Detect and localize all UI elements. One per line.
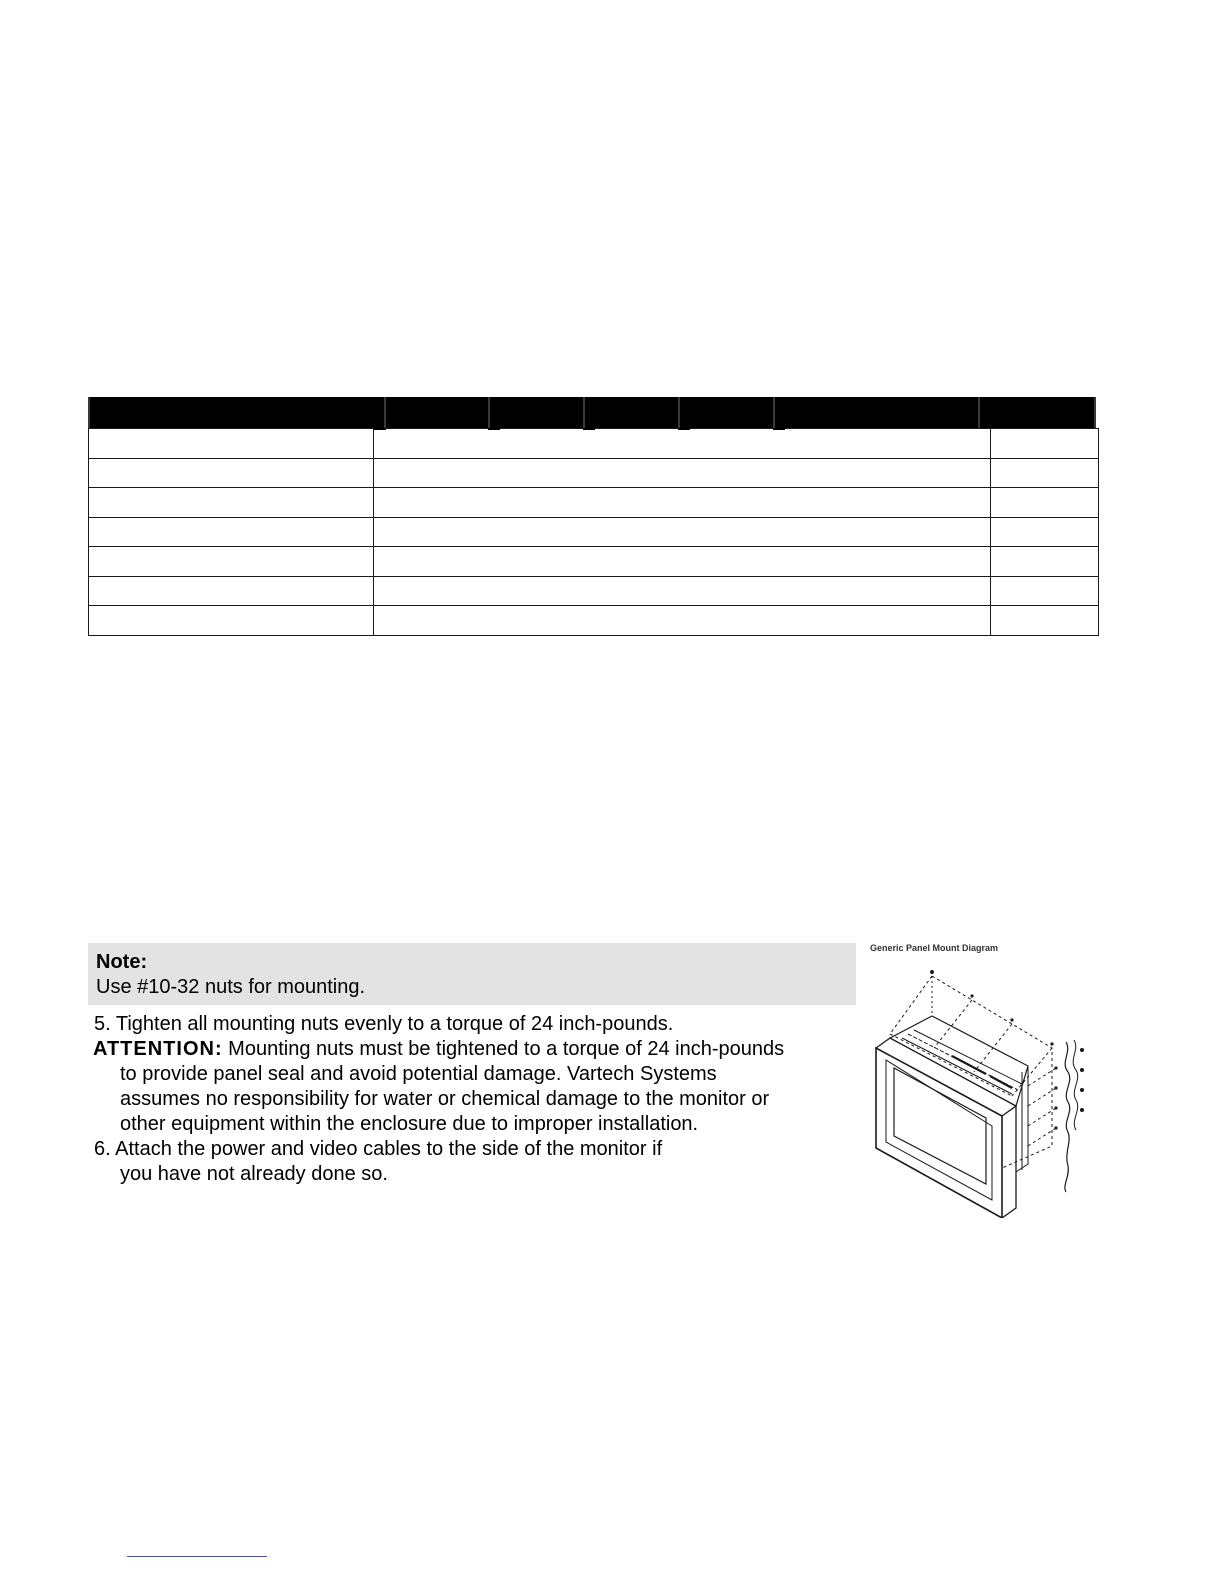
table-cell [374,576,991,606]
footer-link-underline[interactable] [127,1556,267,1557]
header-divider-foot [583,428,595,430]
spec-table [88,397,1098,636]
header-divider [88,397,90,428]
table-cell [89,576,374,606]
note-text: Use #10-32 nuts for mounting. [96,976,366,998]
table-cell [991,606,1099,636]
attention-text: other equipment within the enclosure due to improper installation. [120,1113,699,1135]
panel-mount-illustration [862,956,1102,1218]
header-divider-foot [773,428,785,430]
table-cell [374,488,991,518]
table-row [89,429,1099,459]
table-cell [89,429,374,459]
step-6: 6. Attach the power and video cables to the side of the monitor if [94,1138,663,1160]
attention-label: ATTENTION: [93,1038,223,1060]
header-divider-foot [678,428,690,430]
table-cell [991,488,1099,518]
step-5: 5. Tighten all mounting nuts evenly to a torque of 24 inch-pounds. [94,1013,674,1035]
table-row [89,547,1099,577]
header-divider [583,397,585,428]
installation-steps [94,1012,854,1187]
step-6-continued: you have not already done so. [120,1163,388,1185]
header-divider-foot [374,428,386,430]
attention-text: to provide panel seal and avoid potential damage. Vartech Systems [120,1063,717,1085]
note-title: Note: [96,951,148,973]
header-divider [1094,397,1096,428]
table-cell [991,576,1099,606]
panel-mount-diagram [862,938,1102,1218]
table-cell [991,429,1099,459]
table-cell [374,547,991,577]
spec-table-body [88,428,1099,636]
table-cell [89,606,374,636]
header-divider [978,397,980,428]
attention-text: Mounting nuts must be tightened to a torque of 24 inch-pounds [222,1038,785,1060]
table-row [89,606,1099,636]
header-divider [678,397,680,428]
attention-text: assumes no responsibility for water or chemical damage to the monitor or [120,1088,770,1110]
table-row [89,488,1099,518]
spec-table-header [88,397,1096,428]
table-cell [991,458,1099,488]
table-cell [374,606,991,636]
table-cell [374,517,991,547]
table-row [89,576,1099,606]
note-box [88,943,856,1005]
table-cell [991,517,1099,547]
header-divider-foot [488,428,500,430]
header-divider [488,397,490,428]
table-cell [991,547,1099,577]
table-cell [374,458,991,488]
table-row [89,458,1099,488]
table-cell [89,547,374,577]
table-cell [89,517,374,547]
table-row [89,517,1099,547]
table-cell [89,458,374,488]
table-cell [89,488,374,518]
attention-paragraph [93,1037,854,1062]
table-cell [374,429,991,459]
header-divider [384,397,386,428]
header-divider [773,397,775,428]
diagram-caption: Generic Panel Mount Diagram [870,943,999,953]
